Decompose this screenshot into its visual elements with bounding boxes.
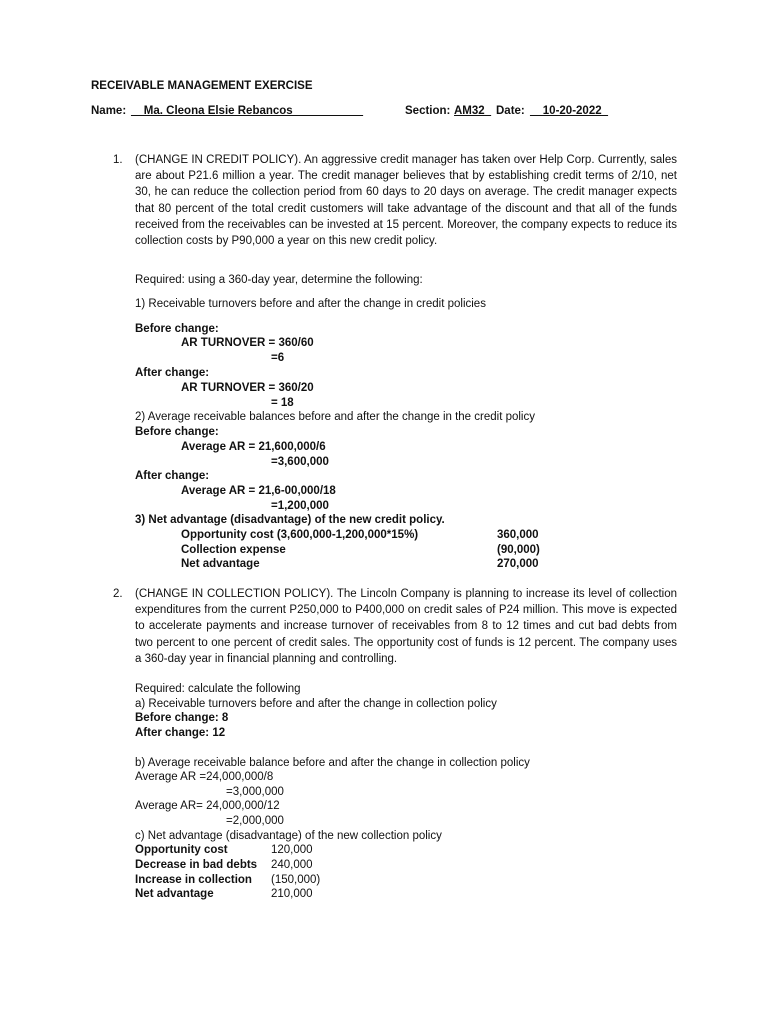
- q2-avg-ar-before-result: =3,000,000: [226, 786, 284, 798]
- q1-required: Required: using a 360-day year, determine the following:: [135, 274, 423, 286]
- q1-row-value: 360,000: [497, 529, 539, 541]
- q1-avg-ar-before: Average AR = 21,600,000/6: [181, 441, 326, 453]
- document-title: RECEIVABLE MANAGEMENT EXERCISE: [91, 80, 313, 92]
- q2-before-a: Before change: 8: [135, 712, 229, 724]
- q2-avg-ar-after: Average AR= 24,000,000/12: [135, 800, 280, 812]
- q1-part2: 2) Average receivable balances before and after the change in the credit policy: [135, 411, 535, 423]
- q1-after2-label: After change:: [135, 470, 210, 482]
- q2-row-value: 240,000: [271, 859, 313, 871]
- q1-before2-label: Before change:: [135, 426, 219, 438]
- q1-avg-ar-after: Average AR = 21,6-00,000/18: [181, 485, 336, 497]
- name-label: Name:: [91, 105, 127, 117]
- q1-before-label: Before change:: [135, 323, 219, 335]
- q1-ar-turnover-after: AR TURNOVER = 360/20: [181, 382, 314, 394]
- q1-avg-ar-before-result: =3,600,000: [271, 456, 329, 468]
- q2-part-c: c) Net advantage (disadvantage) of the new collection policy: [135, 830, 442, 842]
- q1-row-value: 270,000: [497, 558, 539, 570]
- q2-number: 2.: [113, 588, 123, 600]
- q1-problem: (CHANGE IN CREDIT POLICY). An aggressive credit manager has taken over Help Corp. Currently, sales are about P21.6 million a year. The credit manager believes that by establishing credit terms of 2/10, net 30, he can reduce the collection period from 60 days to 20 days on average. The credit manager expects that 80 percent of the total credit customers will take advantage of the discount and that all of the funds received from the receivables can be invested at 15 percent. Moreover, the company expects to reduce its collection costs by P90,000 a year on this new credit policy.: [135, 154, 677, 248]
- name-value: __Ma. Cleona Elsie Rebancos___________: [131, 105, 364, 117]
- q1-row-label: Opportunity cost (3,600,000-1,200,000*15%): [181, 529, 419, 541]
- q1-part1: 1) Receivable turnovers before and after the change in credit policies: [135, 298, 486, 310]
- q2-avg-ar-before: Average AR =24,000,000/8: [135, 771, 274, 783]
- q1-ar-turnover-before: AR TURNOVER = 360/60: [181, 337, 314, 349]
- q1-avg-ar-after-result: =1,200,000: [271, 500, 329, 512]
- q2-row-value: 210,000: [271, 888, 313, 900]
- q1-part3: 3) Net advantage (disadvantage) of the new credit policy.: [135, 514, 445, 526]
- q2-required: Required: calculate the following: [135, 683, 301, 695]
- q2-row-value: (150,000): [271, 874, 321, 886]
- q2-row-label: Increase in collection: [135, 874, 252, 886]
- q2-after-a: After change: 12: [135, 727, 226, 739]
- q1-ar-turnover-before-result: =6: [271, 352, 285, 364]
- q2-problem: (CHANGE IN COLLECTION POLICY). The Lincoln Company is planning to increase its level of collection expenditures from the current P250,000 to P400,000 on credit sales of P24 million. This move is expected to accelerate payments and increase turnover of receivables from 8 to 12 times and cut bad debts from two percent to one percent of credit sales. The opportunity cost of funds is 12 percent. The company uses a 360-day year in financial planning and controlling.: [135, 588, 677, 665]
- q2-row-label: Net advantage: [135, 888, 214, 900]
- q2-row-label: Decrease in bad debts: [135, 859, 258, 871]
- q2-row-label: Opportunity cost: [135, 844, 228, 856]
- q2-row-value: 120,000: [271, 844, 313, 856]
- q1-row-label: Net advantage: [181, 558, 260, 570]
- q1-row-value: (90,000): [497, 544, 540, 556]
- date-value: __10-20-2022_: [530, 105, 609, 117]
- section-label: Section:: [405, 105, 451, 117]
- q2-part-b: b) Average receivable balance before and after the change in collection policy: [135, 757, 530, 769]
- q1-ar-turnover-after-result: = 18: [271, 397, 294, 409]
- section-value: AM32_: [454, 105, 492, 117]
- q1-number: 1.: [113, 154, 123, 166]
- date-label: Date:: [496, 105, 525, 117]
- q1-after-label: After change:: [135, 367, 210, 379]
- q2-part-a: a) Receivable turnovers before and after the change in collection policy: [135, 698, 497, 710]
- q1-row-label: Collection expense: [181, 544, 286, 556]
- q2-avg-ar-after-result: =2,000,000: [226, 815, 284, 827]
